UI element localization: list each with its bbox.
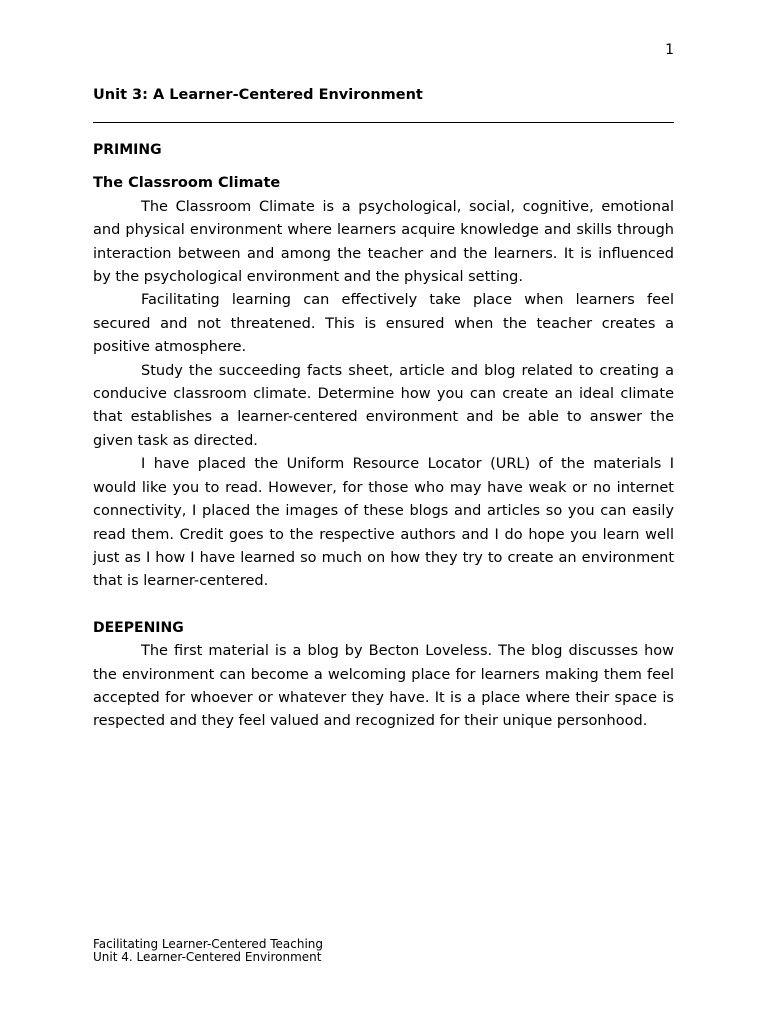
page-footer	[93, 938, 323, 964]
title-divider	[93, 122, 674, 123]
deepening-section	[93, 617, 674, 734]
footer-course-title: Facilitating Learner-Centered Teaching	[93, 937, 324, 951]
deepening-heading: DEEPENING	[93, 619, 184, 636]
unit-title: Unit 3: A Learner-Centered Environment	[93, 87, 423, 103]
document-body	[93, 85, 674, 734]
footer-unit-title: Unit 4. Learner-Centered Environment	[93, 950, 322, 964]
paragraph: The first material is a blog by Becton Loveless. The blog discusses how the environment can become a welcoming place for learners making them feel accepted for whoever or whatever they have. It is a place where their space is respected and they feel valued and recognized for their unique personhood.	[93, 643, 674, 730]
paragraph: I have placed the Uniform Resource Locator (URL) of the materials I would like you to read. However, for those who may have weak or no internet connectivity, I placed the images of these blogs and articles so you can easily read them. Credit goes to the respective authors and I do hope you learn well just as I how I have learned so much on how they try to create an environment that is learner-centered.	[93, 456, 674, 590]
classroom-climate-subheading: The Classroom Climate	[93, 175, 281, 192]
priming-section	[93, 139, 674, 594]
priming-heading: PRIMING	[93, 142, 162, 158]
paragraph: Study the succeeding facts sheet, article and blog related to creating a conducive classroom climate. Determine how you can create an ideal climate that establishes a learner-centered environment and be able to answer the given task as directed.	[93, 362, 674, 449]
paragraph: The Classroom Climate is a psychological, social, cognitive, emotional and physical environment where learners acquire knowledge and skills through interaction between and among the teacher and the learners. It is influenced by the psychological environment and the physical setting.	[93, 198, 674, 286]
paragraph: Facilitating learning can effectively take place when learners feel secured and not threatened. This is ensured when the teacher creates a positive atmosphere.	[93, 292, 674, 356]
page-number: 1	[665, 42, 674, 58]
